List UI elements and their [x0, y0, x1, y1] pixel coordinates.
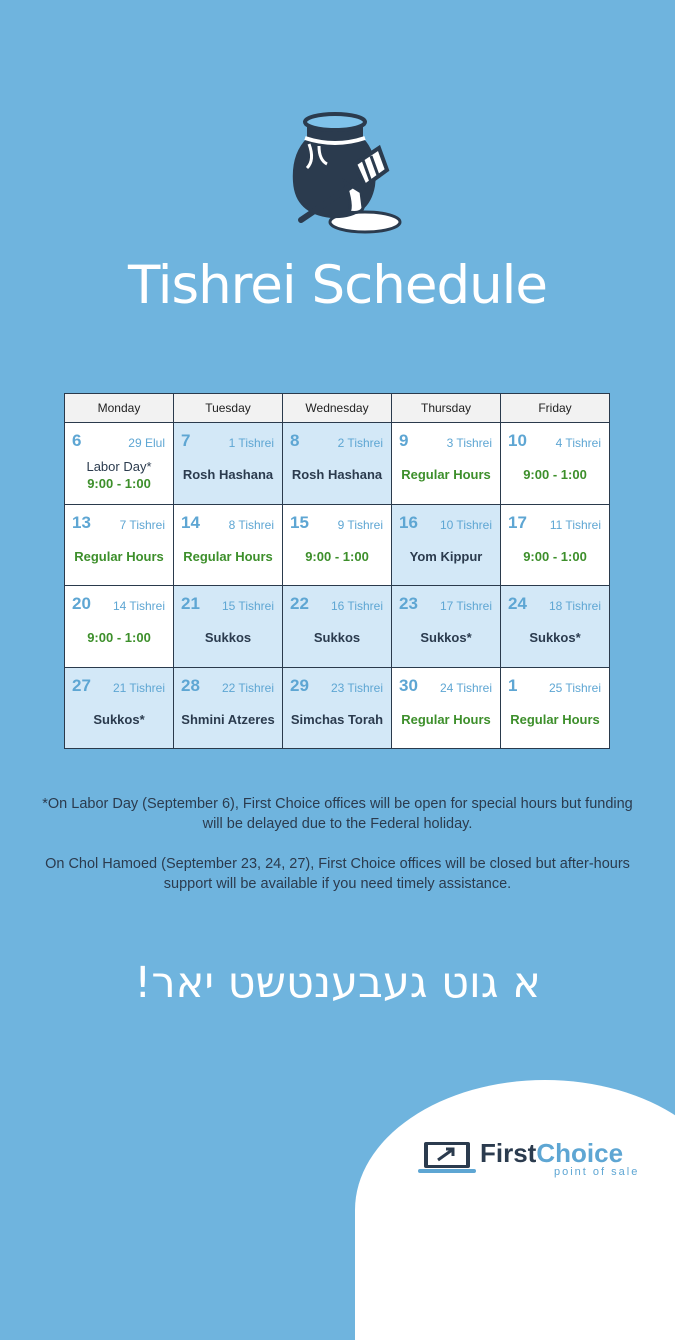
hebrew-date: 17 Tishrei	[439, 599, 492, 613]
day-cell	[392, 505, 500, 586]
hebrew-date: 18 Tishrei	[548, 599, 601, 613]
hebrew-date: 29 Elul	[128, 436, 165, 450]
day-number: 17	[508, 512, 527, 532]
day-number: 1	[508, 675, 518, 695]
day-cell	[392, 423, 500, 504]
day-label: Sukkos	[204, 630, 252, 645]
laptop-icon	[418, 1140, 476, 1174]
day-label: 9:00 - 1:00	[523, 548, 587, 564]
day-cell	[283, 505, 391, 586]
footnotes	[40, 794, 635, 914]
labor-day-label: Labor Day*	[86, 459, 152, 474]
logo-tagline: point of sale	[554, 1166, 640, 1178]
hebrew-date: 21 Tishrei	[112, 680, 165, 695]
day-label: Regular Hours	[401, 467, 491, 482]
hebrew-date: 24 Tishrei	[439, 680, 492, 695]
day-cell	[174, 505, 282, 586]
day-cell	[283, 668, 391, 749]
hebrew-date: 9 Tishrei	[337, 517, 383, 532]
schedule-calendar	[64, 393, 610, 749]
hebrew-date: 16 Tishrei	[330, 599, 383, 613]
first-choice-logo	[418, 1140, 663, 1180]
day-number: 24	[508, 594, 527, 613]
labor-day-note: *On Labor Day (September 6), First Choice offices will be open for special hours but funding will be delayed due to the Federal holiday.	[42, 796, 633, 832]
header-tuesday: Tuesday	[174, 394, 282, 422]
day-label: Sukkos*	[529, 630, 581, 645]
day-cell	[174, 668, 282, 749]
day-number: 29	[290, 675, 309, 695]
logo-first: First	[480, 1138, 537, 1168]
day-number: 13	[72, 512, 91, 532]
hebrew-date: 10 Tishrei	[439, 517, 492, 532]
day-number: 21	[181, 594, 200, 613]
day-cell	[65, 668, 173, 749]
day-label: 9:00 - 1:00	[523, 467, 587, 482]
day-label: Sukkos	[313, 630, 361, 645]
day-label: Shmini Atzeres	[181, 711, 275, 727]
day-cell	[283, 586, 391, 667]
day-cell	[392, 586, 500, 667]
day-cell	[65, 505, 173, 586]
hebrew-date: 4 Tishrei	[555, 436, 601, 450]
page-title: Tishrei Schedule	[127, 255, 548, 316]
hebrew-date: 11 Tishrei	[549, 517, 601, 532]
logo-choice: Choice	[536, 1138, 624, 1168]
honey-jar-icon	[283, 108, 408, 236]
header-monday: Monday	[65, 394, 173, 422]
day-label: Simchas Torah	[290, 711, 384, 727]
hebrew-date: 2 Tishrei	[337, 436, 383, 450]
day-cell	[65, 423, 173, 504]
header-wednesday: Wednesday	[283, 394, 391, 422]
day-number: 27	[72, 675, 91, 695]
header-thursday: Thursday	[392, 394, 500, 422]
day-label: Sukkos*	[93, 711, 145, 727]
day-cell	[501, 423, 609, 504]
day-number: 20	[72, 594, 91, 613]
day-cell	[501, 505, 609, 586]
day-number: 7	[181, 431, 191, 450]
yiddish-greeting: א גוט געבענטשט יאר!	[134, 958, 541, 1008]
day-cell	[501, 586, 609, 667]
day-number: 6	[72, 431, 82, 450]
day-number: 15	[290, 512, 309, 532]
day-number: 8	[290, 431, 300, 450]
hebrew-date: 1 Tishrei	[228, 436, 274, 450]
white-wave-shape	[355, 1080, 675, 1340]
day-label: Rosh Hashana	[182, 467, 274, 482]
hebrew-date: 22 Tishrei	[221, 680, 274, 695]
day-label: Yom Kippur	[409, 548, 483, 564]
hours-label: 9:00 - 1:00	[87, 476, 151, 491]
hebrew-date: 14 Tishrei	[112, 599, 165, 613]
day-number: 23	[399, 594, 418, 613]
header-friday: Friday	[501, 394, 609, 422]
day-number: 14	[181, 512, 200, 532]
day-label: Regular Hours	[510, 711, 600, 727]
day-cell	[392, 668, 500, 749]
day-label	[65, 458, 173, 492]
day-cell	[283, 423, 391, 504]
chol-hamoed-note: On Chol Hamoed (September 23, 24, 27), First Choice offices will be closed but after-hours support will be available if you need timely assistance.	[45, 856, 630, 892]
logo-wordmark	[480, 1138, 623, 1169]
day-number: 22	[290, 594, 309, 613]
day-label: Regular Hours	[74, 548, 164, 564]
day-label: Regular Hours	[183, 548, 273, 564]
hebrew-date: 8 Tishrei	[228, 517, 274, 532]
day-cell	[174, 423, 282, 504]
day-label: 9:00 - 1:00	[87, 630, 151, 645]
hebrew-date: 7 Tishrei	[119, 517, 165, 532]
day-cell	[501, 668, 609, 749]
hebrew-date: 25 Tishrei	[548, 680, 601, 695]
day-cell	[174, 586, 282, 667]
day-label: Rosh Hashana	[291, 467, 383, 482]
hebrew-date: 3 Tishrei	[446, 436, 492, 450]
hebrew-date: 23 Tishrei	[330, 680, 383, 695]
day-number: 10	[508, 431, 527, 450]
day-number: 28	[181, 675, 200, 695]
day-cell	[65, 586, 173, 667]
day-label: Regular Hours	[401, 711, 491, 727]
hebrew-date: 15 Tishrei	[221, 599, 274, 613]
day-label: Sukkos*	[420, 630, 472, 645]
day-number: 9	[399, 431, 409, 450]
day-number: 30	[399, 675, 418, 695]
day-label: 9:00 - 1:00	[305, 548, 369, 564]
day-number: 16	[399, 512, 418, 532]
